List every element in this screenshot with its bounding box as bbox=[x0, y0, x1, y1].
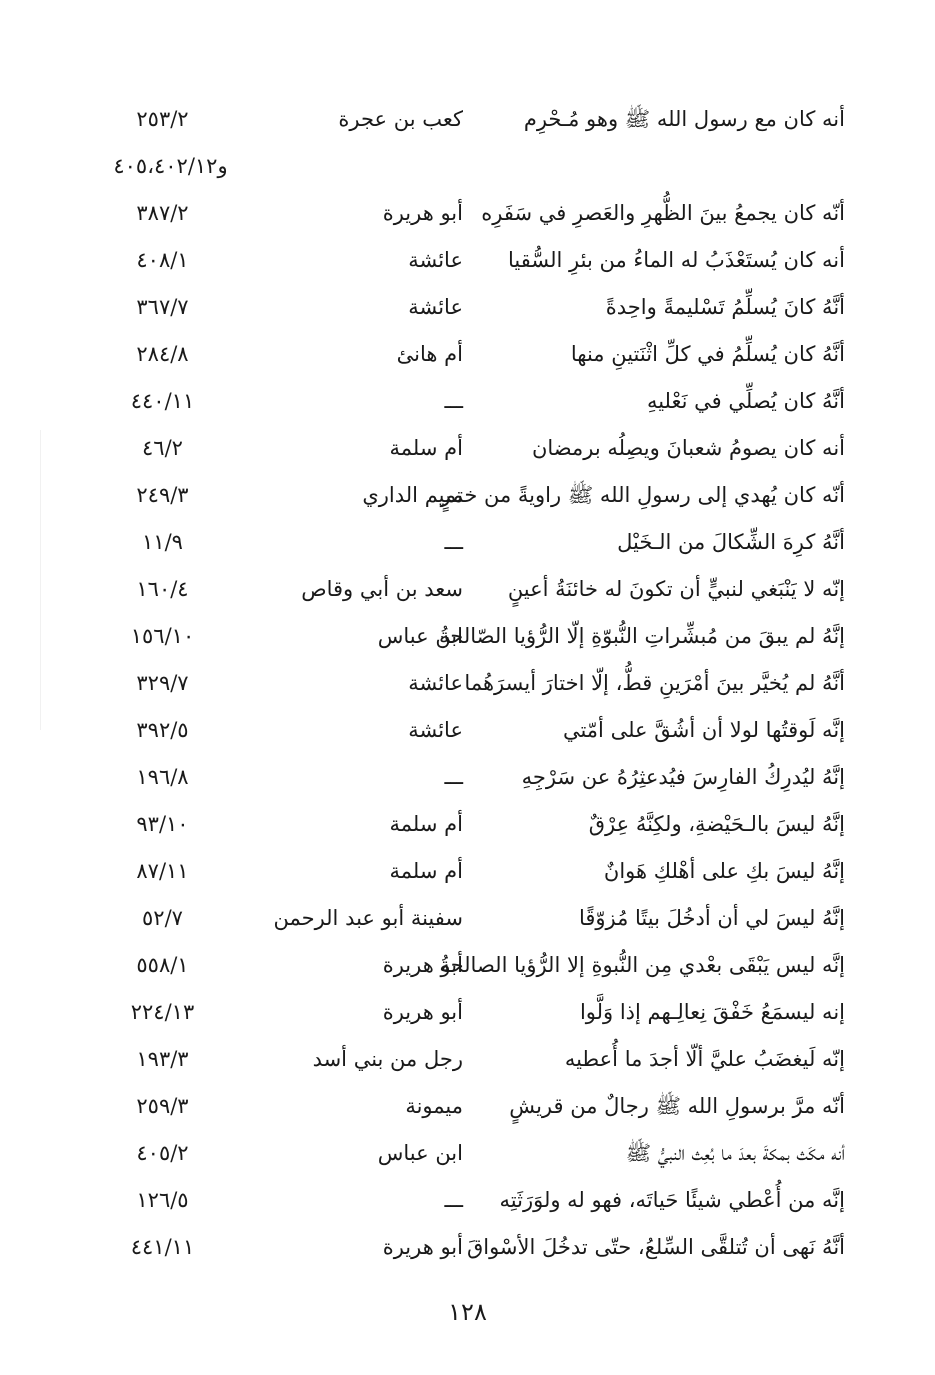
hadith-text: إنَّه لَوقتُها لولا أن أشُقَّ على أمّتي bbox=[562, 718, 845, 742]
hadith-text: أنّه كان يجمعُ بينَ الظُّهرِ والعَصرِ في سَفَرِه bbox=[481, 201, 845, 225]
volume-page-ref: ٣٩٢/٥ bbox=[136, 718, 189, 742]
narrator-name: عائشة bbox=[408, 671, 463, 695]
volume-page-ref: ٤٦/٢ bbox=[142, 436, 183, 460]
index-row bbox=[0, 474, 935, 521]
hadith-text: إنّه لا يَنْبَغي لنبيٍّ أن تكونَ له خائنَةُ أعينٍ bbox=[507, 577, 845, 601]
index-row bbox=[0, 239, 935, 286]
volume-page-ref: ١٢٦/٥ bbox=[136, 1188, 189, 1212]
volume-page-ref: ١٥٦/١٠ bbox=[130, 624, 195, 648]
narrator-name: ـــ bbox=[444, 389, 463, 413]
hadith-text: أنَّهُ لم يُخيَّر بينَ أمْرَينِ قطُّ، إلّا اختارَ أيسرَهُما bbox=[464, 671, 845, 695]
narrator-name: أم سلمة bbox=[389, 812, 463, 836]
narrator-name: ميمونة bbox=[405, 1094, 463, 1118]
hadith-text: أنَّهُ نَهى أن تُتلقَّى السِّلعُ، حتّى تدخُلَ الأسْواقَ bbox=[466, 1235, 845, 1259]
narrator-name: ابن عباس bbox=[377, 1141, 463, 1165]
index-row bbox=[0, 709, 935, 756]
hadith-text: إنه ليسمَعُ خَفْقَ نِعالِـهم إذا وَلَّوا bbox=[579, 1000, 845, 1024]
volume-page-ref: و٤٠٥،٤٠٢/١٢ bbox=[113, 154, 228, 178]
volume-page-ref: ٢٢٤/١٣ bbox=[130, 1000, 195, 1024]
volume-page-ref: ٣٦٧/٧ bbox=[136, 295, 189, 319]
volume-page-ref: ٢٤٩/٣ bbox=[136, 483, 189, 507]
index-row bbox=[0, 1038, 935, 1085]
index-row bbox=[0, 1132, 935, 1179]
volume-page-ref: ٤٤٠/١١ bbox=[130, 389, 195, 413]
hadith-text: إنَّهُ لم يبقَ من مُبشِّراتِ النُّبوّةِ إلّا الرُّؤيا الصّالحةُ bbox=[439, 624, 845, 648]
hadith-text: أنه كان يُستَعْذَبُ له الماءُ من بئرِ السُّقيا bbox=[508, 248, 845, 272]
hadith-text: أنَّهُ كرِهَ الشِّكالَ من الـخَيْل bbox=[617, 530, 845, 554]
volume-page-ref: ٥٥٨/١ bbox=[136, 953, 189, 977]
index-row bbox=[0, 1179, 935, 1226]
volume-page-ref: ٥٢/٧ bbox=[142, 906, 183, 930]
narrator-name: أبو هريرة bbox=[382, 1235, 463, 1259]
hadith-index-list bbox=[0, 98, 935, 1273]
narrator-name: تميم الداري bbox=[362, 483, 463, 507]
index-row bbox=[0, 803, 935, 850]
narrator-name: ـــ bbox=[444, 765, 463, 789]
volume-page-ref: ٤٠٥/٢ bbox=[136, 1141, 189, 1165]
volume-page-ref: ١١/٩ bbox=[142, 530, 183, 554]
page-number: ١٢٨ bbox=[448, 1298, 487, 1326]
narrator-name: أم سلمة bbox=[389, 859, 463, 883]
volume-page-ref: ٢٥٣/٢ bbox=[136, 107, 189, 131]
hadith-text: أنّه مرَّ برسولِ الله ﷺ رجالٌ من قريشٍ bbox=[509, 1094, 845, 1118]
index-row bbox=[0, 991, 935, 1038]
narrator-name: سعد بن أبي وقاص bbox=[301, 577, 463, 601]
volume-page-ref: ٨٧/١١ bbox=[136, 859, 189, 883]
volume-page-ref: ١٩٦/٨ bbox=[136, 765, 189, 789]
hadith-text: إنَّه من أُعْطي شيئًا حَياتَه، فهو له ولوَرَثَتِه bbox=[499, 1188, 845, 1212]
narrator-name: عائشة bbox=[408, 248, 463, 272]
narrator-name: عائشة bbox=[408, 718, 463, 742]
volume-page-ref: ٢٥٩/٣ bbox=[136, 1094, 189, 1118]
index-row bbox=[0, 615, 935, 662]
narrator-name: ـــ bbox=[444, 530, 463, 554]
index-row bbox=[0, 1085, 935, 1132]
index-row bbox=[0, 897, 935, 944]
volume-page-ref: ١٦٠/٤ bbox=[136, 577, 189, 601]
narrator-name: كعب بن عجرة bbox=[338, 107, 463, 131]
narrator-name: سفينة أبو عبد الرحمن bbox=[273, 906, 463, 930]
narrator-name: ابن عباس bbox=[377, 624, 463, 648]
index-row bbox=[0, 521, 935, 568]
hadith-text: إنَّهُ ليُدرِكُ الفارِسَ فيُدعثِرُهُ عن سَرْجِهِ bbox=[521, 765, 845, 789]
narrator-name: عائشة bbox=[408, 295, 463, 319]
hadith-text: أنَّهُ كان يُسلِّمُ في كلِّ اثْنَتينِ منها bbox=[570, 342, 845, 366]
hadith-text: أنَّهُ كانَ يُسلِّمُ تَسْليمةً واحِدةً bbox=[605, 295, 845, 319]
hadith-text: إنَّهُ ليسَ لي أن أدخُلَ بيتًا مُزوّقًا bbox=[578, 906, 845, 930]
volume-page-ref: ١٩٣/٣ bbox=[136, 1047, 189, 1071]
volume-page-ref: ٤٤١/١١ bbox=[130, 1235, 195, 1259]
index-row bbox=[0, 568, 935, 615]
narrator-name: أبو هريرة bbox=[382, 953, 463, 977]
hadith-text: إنَّهُ ليسَ بكِ على أهْلكِ هَوانٌ bbox=[603, 859, 845, 883]
hadith-text: أنه كان يصومُ شعبانَ ويصِلُه برمضان bbox=[531, 436, 845, 460]
index-row bbox=[0, 850, 935, 897]
volume-page-ref: ٣٢٩/٧ bbox=[136, 671, 189, 695]
index-row bbox=[0, 662, 935, 709]
volume-page-ref: ٣٨٧/٢ bbox=[136, 201, 189, 225]
volume-page-ref: ٤٠٨/١ bbox=[136, 248, 189, 272]
hadith-text: أنه كان مع رسول الله ﷺ وهو مُـحْرِم bbox=[523, 107, 845, 131]
narrator-name: رجل من بني أسد bbox=[312, 1047, 463, 1071]
index-row-continuation bbox=[0, 145, 935, 192]
index-row bbox=[0, 944, 935, 991]
index-row bbox=[0, 98, 935, 145]
index-row bbox=[0, 333, 935, 380]
index-row bbox=[0, 192, 935, 239]
hadith-text: إنَّه ليس يَبْقَى بعْدي مِن النُّبوةِ إلا الرُّؤيا الصالحةُ bbox=[439, 953, 845, 977]
narrator-name: أبو هريرة bbox=[382, 201, 463, 225]
narrator-name: ـــ bbox=[444, 1188, 463, 1212]
narrator-name: أم هانئ bbox=[396, 342, 463, 366]
hadith-text: إنّه لَيغضَبُ عليَّ ألّا أجدَ ما أُعطيه bbox=[564, 1047, 845, 1071]
index-row bbox=[0, 1226, 935, 1273]
index-row bbox=[0, 427, 935, 474]
narrator-name: أبو هريرة bbox=[382, 1000, 463, 1024]
volume-page-ref: ٢٨٤/٨ bbox=[136, 342, 189, 366]
index-row bbox=[0, 756, 935, 803]
index-row bbox=[0, 286, 935, 333]
hadith-text: إنَّهُ ليسَ بالـحَيْضةِ، ولكِنَّهُ عِرْقٌ bbox=[588, 812, 845, 836]
hadith-text: أنّه كان يُهدي إلى رسولِ الله ﷺ راويةً من خمرٍ bbox=[440, 483, 845, 507]
narrator-name: أم سلمة bbox=[389, 436, 463, 460]
hadith-text: أنَّهُ كان يُصلِّي في نَعْليهِ bbox=[646, 389, 845, 413]
volume-page-ref: ٩٣/١٠ bbox=[136, 812, 189, 836]
index-row bbox=[0, 380, 935, 427]
hadith-text: أنه مكَث بمكةَ بعدَ ما بُعِث النبيُّ ﷺ bbox=[625, 1141, 845, 1165]
